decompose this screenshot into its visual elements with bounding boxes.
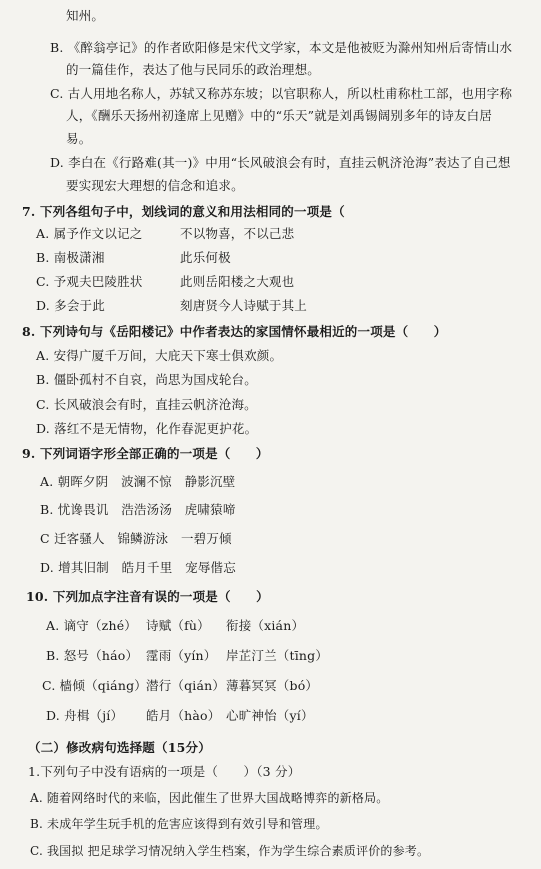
q7-option-a-left: A. 属予作文以记之 [36, 226, 143, 241]
q8-stem: 8. 下列诗句与《岳阳楼记》中作者表达的家国情怀最相近的一项是（ ） [22, 324, 447, 339]
q6-option-b-line1: B. 《醉翁亭记》的作者欧阳修是宋代文学家，本文是他被贬为滁州知州后寄情山水 [50, 40, 513, 55]
q8-option-d: D. 落红不是无情物，化作春泥更护花。 [36, 421, 258, 436]
q10-option-a-1: A. 谪守（zhé） [46, 618, 138, 633]
q7-stem: 7. 下列各组句子中，划线词的意义和用法相同的一项是（ [22, 204, 345, 219]
q9-option-a: A. 朝晖夕阴 波澜不惊 静影沉壁 [40, 474, 236, 489]
q7-option-c-right: 此则岳阳楼之大观也 [180, 274, 295, 289]
q10-option-c-2: 潜行（qián） [146, 678, 226, 693]
q9-stem: 9. 下列词语字形全部正确的一项是（ ） [22, 446, 269, 461]
section2-q1-option-b: B. 未成年学生玩手机的危害应该得到有效引导和管理。 [30, 817, 328, 831]
section2-q1-option-a: A. 随着网络时代的来临，因此催生了世界大国战略博弈的新格局。 [30, 791, 389, 805]
q6-option-d-line2: 要实现宏大理想的信念和追求。 [66, 178, 244, 193]
q8-option-a: A. 安得广厦千万间，大庇天下寒士俱欢颜。 [36, 348, 283, 363]
q7-option-c-left: C. 予观夫巴陵胜状 [36, 274, 143, 289]
q10-option-a-2: 诗赋（fù） [146, 618, 210, 633]
q6-option-a-continuation: 知州。 [66, 8, 105, 23]
q10-option-d-1: D. 舟楫（jí） [46, 708, 124, 723]
q9-option-d: D. 增其旧制 皓月千里 宠辱偕忘 [40, 560, 236, 575]
q7-option-b-left: B. 南极潇湘 [36, 250, 105, 265]
q10-option-b-2: 霪雨（yín） [146, 648, 217, 663]
q6-option-c-line3: 易。 [66, 131, 92, 146]
section2-q1-stem: 1.下列句子中没有语病的一项是（ ）（3 分） [28, 764, 301, 779]
q10-stem: 10. 下列加点字注音有误的一项是（ ） [26, 589, 269, 604]
q9-option-c: C 迁客骚人 锦鳞游泳 一碧万倾 [40, 531, 232, 546]
q8-option-c: C. 长风破浪会有时，直挂云帆济沧海。 [36, 397, 257, 412]
q10-option-c-3: 薄暮冥冥（bó） [226, 678, 319, 693]
q7-option-b-right: 此乐何极 [180, 250, 231, 265]
q10-option-d-3: 心旷神怡（yí） [226, 708, 314, 723]
q10-option-d-2: 皓月（hào） [146, 708, 221, 723]
section2-q1-option-c: C. 我国拟 把足球学习情况纳入学生档案，作为学生综合素质评价的参考。 [30, 844, 430, 858]
q10-option-a-3: 衔接（xián） [226, 618, 305, 633]
q8-option-b: B. 僵卧孤村不自哀，尚思为国戍轮台。 [36, 372, 257, 387]
q7-option-d-right: 刻唐贤今人诗赋于其上 [180, 298, 308, 313]
q6-option-d-line1: D. 李白在《行路难(其一)》中用“长风破浪会有时，直挂云帆济沧海”表达了自己想 [50, 155, 511, 170]
q6-option-c-line1: C. 古人用地名称人，苏轼又称苏东坡；以官职称人，所以杜甫称杜工部，也用字称 [50, 86, 513, 101]
q7-option-a-right: 不以物喜，不以己悲 [180, 226, 295, 241]
q9-option-b: B. 忧谗畏讥 浩浩汤汤 虎啸猿啼 [40, 502, 236, 517]
q6-option-b-line2: 的一篇佳作，表达了他与民同乐的政治理想。 [66, 62, 321, 77]
q7-option-d-left: D. 多会于此 [36, 298, 105, 313]
q10-option-c-1: C. 樯倾（qiáng） [42, 678, 147, 693]
q10-option-b-1: B. 怒号（háo） [46, 648, 139, 663]
q10-option-b-3: 岸芷汀兰（tīng） [226, 648, 329, 663]
q6-option-c-line2: 人，《酬乐天扬州初逢席上见赠》中的“乐天”就是刘禹锡阔别多年的诗友白居 [66, 108, 493, 123]
section2-heading: （二）修改病句选择题（15分） [28, 740, 211, 755]
